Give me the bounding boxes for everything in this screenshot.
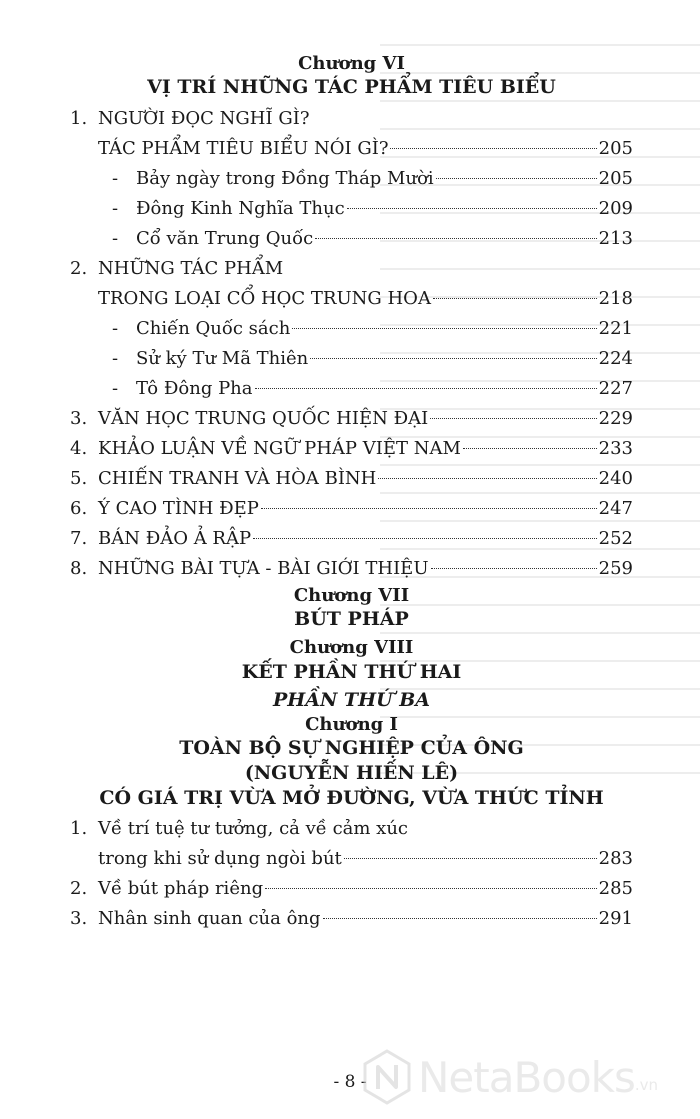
- toc-row: [70, 494, 633, 524]
- toc-subrow: [70, 164, 633, 194]
- toc-row: [70, 814, 633, 844]
- dot-leader: [433, 298, 597, 299]
- dot-leader: [378, 478, 596, 479]
- toc-text: Về trí tuệ tư tưởng, cả về cảm xúc: [98, 818, 409, 840]
- dot-leader: [436, 178, 597, 179]
- toc-text: Ý CAO TÌNH ĐẸP: [98, 498, 259, 520]
- chapter-i-label: Chương I: [305, 713, 398, 735]
- watermark-suffix: .vn: [634, 1076, 659, 1094]
- toc-row: [70, 254, 633, 284]
- toc-text: TRONG LOẠI CỔ HỌC TRUNG HOA: [98, 288, 431, 310]
- toc-text: Đông Kinh Nghĩa Thục: [136, 198, 345, 220]
- toc-page: 240: [598, 468, 633, 490]
- toc-text: TÁC PHẨM TIÊU BIỂU NÓI GÌ?: [98, 138, 389, 160]
- toc-page: 209: [598, 198, 633, 220]
- dot-leader: [463, 448, 597, 449]
- netabooks-logo-icon: [362, 1049, 412, 1105]
- toc-dash: -: [112, 228, 119, 250]
- toc-row: [70, 434, 633, 464]
- toc-text: NGƯỜI ĐỌC NGHĨ GÌ?: [98, 108, 310, 130]
- toc-number: 4.: [70, 438, 88, 460]
- chapter-viii-label: Chương VIII: [289, 637, 414, 659]
- chapter-vii-title: BÚT PHÁP: [294, 608, 409, 631]
- chapter-i-title-line3: CÓ GIÁ TRỊ VỪA MỞ ĐƯỜNG, VỪA THỨC TỈNH: [99, 786, 604, 809]
- toc-page: 229: [598, 408, 633, 430]
- toc-dash: -: [112, 378, 119, 400]
- toc-number: 7.: [70, 528, 88, 550]
- table-of-contents: [70, 52, 633, 934]
- toc-page: 291: [598, 908, 633, 930]
- toc-page: 205: [598, 168, 633, 190]
- toc-number: 2.: [70, 258, 88, 280]
- chapter-i-title-line2: (NGUYỄN HIẾN LÊ): [244, 762, 459, 784]
- part-three-heading: PHẦN THỨ BA: [272, 689, 431, 712]
- toc-number: 6.: [70, 498, 88, 520]
- dot-leader: [430, 418, 596, 419]
- dot-leader: [323, 918, 597, 919]
- toc-text: Bảy ngày trong Đồng Tháp Mười: [136, 168, 434, 190]
- dot-leader: [255, 388, 597, 389]
- toc-row: [70, 874, 633, 904]
- toc-subrow: [70, 374, 633, 404]
- toc-text: Chiến Quốc sách: [136, 318, 291, 340]
- toc-subrow: [70, 344, 633, 374]
- toc-page: 205: [598, 138, 633, 160]
- toc-number: 1.: [70, 818, 88, 840]
- toc-number: 5.: [70, 468, 88, 490]
- toc-row: [70, 404, 633, 434]
- page-number: - 8 -: [333, 1072, 367, 1092]
- toc-text: Cổ văn Trung Quốc: [136, 228, 314, 250]
- toc-dash: -: [112, 318, 119, 340]
- toc-row: [70, 284, 633, 314]
- toc-text: CHIẾN TRANH VÀ HÒA BÌNH: [98, 468, 377, 490]
- toc-row: [70, 464, 633, 494]
- toc-row: [70, 844, 633, 874]
- toc-number: 1.: [70, 108, 88, 130]
- dot-leader: [347, 208, 597, 209]
- toc-row: [70, 134, 633, 164]
- toc-number: 2.: [70, 878, 88, 900]
- toc-dash: -: [112, 198, 119, 220]
- watermark-brand: NetaBooks: [418, 1052, 635, 1102]
- toc-page: 283: [598, 848, 633, 870]
- toc-dash: -: [112, 168, 119, 190]
- toc-subrow: [70, 224, 633, 254]
- toc-text: Tô Đông Pha: [136, 378, 253, 400]
- toc-page: 218: [598, 288, 633, 310]
- toc-text: trong khi sử dụng ngòi bút: [98, 848, 342, 870]
- toc-row: [70, 554, 633, 584]
- toc-page: 227: [598, 378, 633, 400]
- toc-text: Nhân sinh quan của ông: [98, 908, 321, 930]
- toc-text: VĂN HỌC TRUNG QUỐC HIỆN ĐẠI: [98, 408, 429, 430]
- chapter-vi-label: Chương VI: [298, 53, 405, 74]
- toc-text: NHỮNG BÀI TỰA - BÀI GIỚI THIỆU: [98, 558, 429, 580]
- dot-leader: [261, 508, 597, 509]
- dot-leader: [315, 238, 596, 239]
- toc-row: [70, 904, 633, 934]
- toc-page: 247: [598, 498, 633, 520]
- toc-page: 233: [598, 438, 633, 460]
- chapter-viii-title: KẾT PHẦN THỨ HAI: [241, 660, 462, 683]
- dot-leader: [253, 538, 597, 539]
- dot-leader: [310, 358, 596, 359]
- toc-text: Sử ký Tư Mã Thiên: [136, 348, 309, 370]
- toc-dash: -: [112, 348, 119, 370]
- chapter-vi-title: VỊ TRÍ NHỮNG TÁC PHẨM TIÊU BIỂU: [147, 76, 556, 99]
- toc-text: KHẢO LUẬN VỀ NGỮ PHÁP VIỆT NAM: [98, 438, 461, 460]
- dot-leader: [431, 568, 597, 569]
- chapter-vii-label: Chương VII: [293, 585, 410, 607]
- toc-subrow: [70, 314, 633, 344]
- toc-page: 285: [598, 878, 633, 900]
- dot-leader: [390, 148, 596, 149]
- toc-number: 8.: [70, 558, 88, 580]
- toc-number: 3.: [70, 408, 88, 430]
- dot-leader: [344, 858, 597, 859]
- toc-page: 224: [598, 348, 633, 370]
- chapter-i-title-line1: TOÀN BỘ SỰ NGHIỆP CỦA ÔNG: [179, 737, 524, 760]
- toc-page: 252: [598, 528, 633, 550]
- toc-page: 221: [598, 318, 633, 340]
- toc-subrow: [70, 194, 633, 224]
- dot-leader: [265, 888, 597, 889]
- toc-text: Về bút pháp riêng: [98, 878, 264, 900]
- toc-row: [70, 524, 633, 554]
- toc-page: 259: [598, 558, 633, 580]
- toc-row: [70, 104, 633, 134]
- dot-leader: [292, 328, 596, 329]
- toc-page: 213: [598, 228, 633, 250]
- toc-text: NHỮNG TÁC PHẨM: [98, 258, 284, 280]
- netabooks-watermark: [362, 1048, 658, 1106]
- toc-text: BÁN ĐẢO Ả RẬP: [98, 528, 252, 550]
- toc-number: 3.: [70, 908, 88, 930]
